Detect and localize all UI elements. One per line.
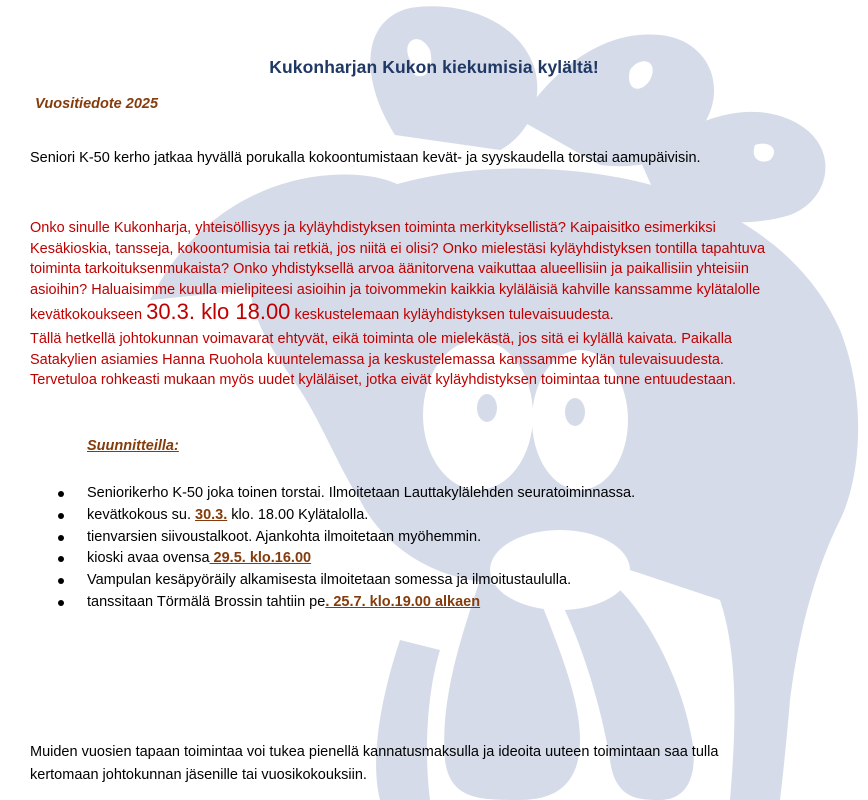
page-title: Kukonharjan Kukon kiekumisia kylältä! [269,57,599,77]
event-date-link[interactable]: 30.3. [195,506,228,523]
document-subtitle: Vuositiedote 2025 [35,96,159,112]
item-text-after: klo. 18.00 Kylätalolla. [227,506,369,523]
bullet-icon [58,578,64,584]
closing-line: Tällä hetkellä johtokunnan voimavarat ehtyvät, eikä toiminta ole mielekästä, jos sitä ei kylällä kaivata. Paikalla [30,331,732,347]
item-text: kioski avaa ovensa [87,550,210,567]
meeting-line-before: kevätkokoukseen [30,307,147,323]
list-item [58,527,635,549]
list-item [58,592,635,614]
bullet-icon [58,535,64,541]
support-line: kertomaan johtokunnan jäsenille tai vuosikokouksiin. [30,767,367,783]
bullet-icon [58,491,64,497]
support-paragraph [30,741,718,787]
event-date-link[interactable]: 29.5. klo.16.00 [209,550,312,567]
list-item [58,505,635,527]
planned-section-heading: Suunnitteilla: [87,438,179,454]
meeting-invitation-paragraph [30,218,850,391]
bullet-icon [58,600,64,606]
item-text: kevätkokous su. [87,506,195,523]
item-text: Seniorikerho K-50 joka toinen torstai. Ilmoitetaan Lauttakylälehden seuratoiminnassa. [87,485,636,501]
invitation-line: asioihin? Haluaisimme kuulla mielipiteesi asioihin ja toivommekin kaikkia kyläläisiä kahville kanssamme kylätalolle [30,281,761,298]
list-item [58,483,635,505]
planned-events-list [58,483,635,614]
bullet-icon [58,513,64,519]
invitation-line: Onko sinulle Kukonharja, yhteisöllisyys ja kyläyhdistyksen toiminta merkityksellistä? Kaipaisitko esimerkiksi [30,220,716,236]
meeting-date-highlight: 30.3. klo 18.00 [146,299,291,324]
item-text: Vampulan kesäpyöräily alkamisesta ilmoitetaan somessa ja ilmoitustaululla. [87,572,572,589]
meeting-date-line [30,298,850,329]
bullet-icon [58,556,64,562]
closing-line: Satakylien asiamies Hanna Ruohola kuuntelemassa ja keskustelemassa kanssamme kylän tulevaisuudesta. [30,351,724,368]
invitation-line: toiminta tarkoituksenmukaista? Onko yhdistyksellä arvoa äänitorvena vaikuttaa alueellisiin ja paikallisiin yhteisiin [30,261,749,277]
meeting-line-after: keskustelemaan kyläyhdistyksen tulevaisuudesta. [290,307,614,323]
invitation-line: Kesäkioskia, tansseja, kokoontumisia tai retkiä, jos niitä ei olisi? Onko mielestäsi kyläyhdistyksen tontilla tapahtuva [30,240,766,257]
item-text: tanssitaan Törmälä Brossin tahtiin pe [87,593,326,610]
event-date-link[interactable]: . 25.7. klo.19.00 alkaen [325,593,481,610]
list-item [58,548,635,570]
closing-line: Tervetuloa rohkeasti mukaan myös uudet kyläläiset, jotka eivät kyläyhdistyksen toimintaa tunne entuudestaan. [30,372,737,388]
list-item [58,570,635,592]
item-text: tienvarsien siivoustalkoot. Ajankohta ilmoitetaan myöhemmin. [87,528,482,545]
intro-paragraph: Seniori K-50 kerho jatkaa hyvällä porukalla kokoontumistaan kevät- ja syyskaudella torstai aamupäivisin. [30,150,701,166]
support-line: Muiden vuosien tapaan toimintaa voi tukea pienellä kannatusmaksulla ja ideoita uuteen toimintaan saa tulla [30,744,719,760]
